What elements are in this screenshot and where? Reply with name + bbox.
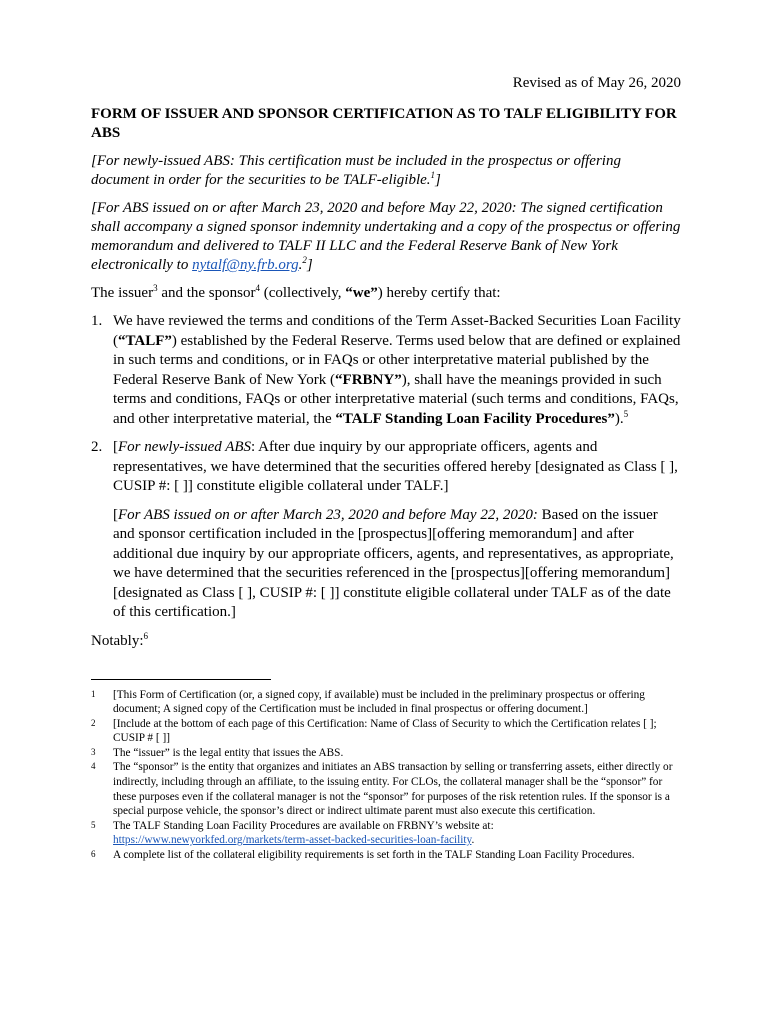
footnote-2 <box>91 717 681 746</box>
footnote-6 <box>91 848 681 863</box>
instruction-note-2 <box>91 199 681 275</box>
item-1-text-d: ). <box>614 410 624 427</box>
footnote-3-text: The “issuer” is the legal entity that issues the ABS. <box>113 746 344 759</box>
intro-part3: (collectively, <box>259 285 346 301</box>
item-2-open: [ <box>113 439 118 455</box>
notably-paragraph <box>91 632 681 651</box>
footnote-6-text: A complete list of the collateral eligibility requirements is set forth in the TALF Standing Loan Facility Procedures. <box>113 849 635 862</box>
footnote-5-body <box>113 819 681 848</box>
footnote-ref-2[interactable]: 2 <box>302 255 307 265</box>
document-title: FORM OF ISSUER AND SPONSOR CERTIFICATION AS TO TALF ELIGIBILITY FOR ABS <box>91 106 677 141</box>
item-1-text-b: ) established by the Federal Reserve. Terms used below that are defined or explained in such terms and conditions, or in FAQs or other interpretative material published by the Federal Reserve Bank of New York ( <box>113 332 681 388</box>
item-2-body <box>113 438 681 497</box>
item-1-frbny: “FRBNY” <box>335 371 402 388</box>
item-2-lead: For newly-issued ABS <box>118 439 252 455</box>
footnote-2-text: [Include at the bottom of each page of this Certification: Name of Class of Security to which the Certification relates [ ]; CUSIP # [ ]] <box>113 717 657 745</box>
footnote-ref-4[interactable]: 4 <box>255 283 260 293</box>
list-item-1 <box>91 312 681 429</box>
footnote-1-text: [This Form of Certification (or, a signed copy, if available) must be included in the preliminary prospectus or offering document; A signed copy of the Certification must be included in final prospectus or offering document.] <box>113 688 645 716</box>
footnotes <box>91 688 681 863</box>
item-2b-open: [ <box>113 506 118 523</box>
instruction-note-1 <box>91 152 681 190</box>
item-2b-text: Based on the issuer and sponsor certification included in the [prospectus][offering memorandum] and after additional due inquiry by our appropriate officers, agents, and representatives, as appropriate, we have determined that the securities referenced in the [prospectus][offering memorandum] [designated as Class [ ], CUSIP #: [ ]] constitute eligible collateral under TALF as of the date of this certification.] <box>113 506 674 620</box>
footnote-divider <box>91 679 271 680</box>
item-1-talf: “TALF” <box>118 332 172 349</box>
revised-date: Revised as of May 26, 2020 <box>512 75 681 91</box>
list-item-2 <box>91 438 681 497</box>
item-1-body <box>113 312 681 429</box>
note2-text: [For ABS issued on or after March 23, 2020 and before May 22, 2020: The signed certification shall accompany a signed sponsor indemnity undertaking and a copy of the prospectus or offering memorandum and delivered to TALF II LLC and the Federal Reserve Bank of New York electronically to <box>91 200 681 273</box>
item-1-procedures: “TALF Standing Loan Facility Procedures” <box>335 410 615 427</box>
footnote-4-text: The “sponsor” is the entity that organizes and initiates an ABS transaction by selling or transferring assets, either directly or indirectly, including through an affiliate, to the issuing entity. For CLOs, the collateral manager shall be the “sponsor” for these purposes even if the collateral manager is not the “sponsor” for purposes of the risk retention rules. If the sponsor is a special purpose vehicle, the sponsor’s direct or indirect ultimate parent must also execute this certification. <box>113 761 673 818</box>
email-link[interactable]: nytalf@ny.frb.org <box>192 257 299 273</box>
item-1-text-c: ), shall have the meanings provided in such terms and conditions, FAQs or other interpretative material (such terms and conditions, FAQs, and other interpretative material, the <box>113 371 679 427</box>
note1-text: [For newly-issued ABS: This certification must be included in the prospectus or offering document in order for the securities to be TALF-eligible. <box>91 153 621 188</box>
item-2-number: 2. <box>91 439 103 455</box>
document-page <box>91 74 681 863</box>
intro-part2: and the sponsor <box>157 285 256 301</box>
footnote-4 <box>91 760 681 818</box>
item-2-text: : After due inquiry by our appropriate officers, agents and representatives, we have determined that the securities offered hereby [designated as Class [ ], CUSIP #: [ ]] constitute eligible collateral under TALF.] <box>113 439 678 494</box>
footnote-5-after: . <box>471 834 475 847</box>
notably-text: Notably: <box>91 632 144 649</box>
footnote-ref-1[interactable]: 1 <box>430 170 436 180</box>
intro-part1: The issuer <box>91 285 154 301</box>
item-1-number: 1. <box>91 313 103 329</box>
footnote-ref-3[interactable]: 3 <box>153 283 158 293</box>
note1-close: ] <box>435 172 441 188</box>
footnote-2-number: 2 <box>91 717 96 728</box>
footnote-3 <box>91 746 681 761</box>
footnote-6-number: 6 <box>91 849 96 860</box>
footnote-ref-6[interactable]: 6 <box>143 630 148 641</box>
intro-we: “we” <box>345 285 378 301</box>
item-2b-lead: For ABS issued on or after March 23, 2020 and before May 22, 2020: <box>118 506 538 523</box>
footnote-ref-5[interactable]: 5 <box>623 408 629 419</box>
intro-paragraph <box>91 284 681 303</box>
footnote-5-number: 5 <box>91 819 96 830</box>
footnote-1-number: 1 <box>91 688 96 699</box>
frbny-website-link[interactable]: https://www.newyorkfed.org/markets/term-asset-backed-securities-loan-facility <box>113 834 472 847</box>
note2-close: ] <box>306 257 313 273</box>
footnote-3-number: 3 <box>91 746 96 757</box>
item-2-alternative <box>113 506 681 623</box>
note2-after: . <box>298 257 303 273</box>
footnote-4-number: 4 <box>91 761 96 772</box>
footnote-5 <box>91 819 681 848</box>
item-1-text-a: We have reviewed the terms and conditions of the Term Asset-Backed Securities Loan Facility ( <box>113 313 681 349</box>
footnote-5-text: The TALF Standing Loan Facility Procedures are available on FRBNY’s website at: <box>113 819 494 832</box>
intro-part4: ) hereby certify that: <box>377 285 501 301</box>
footnote-1 <box>91 688 681 717</box>
